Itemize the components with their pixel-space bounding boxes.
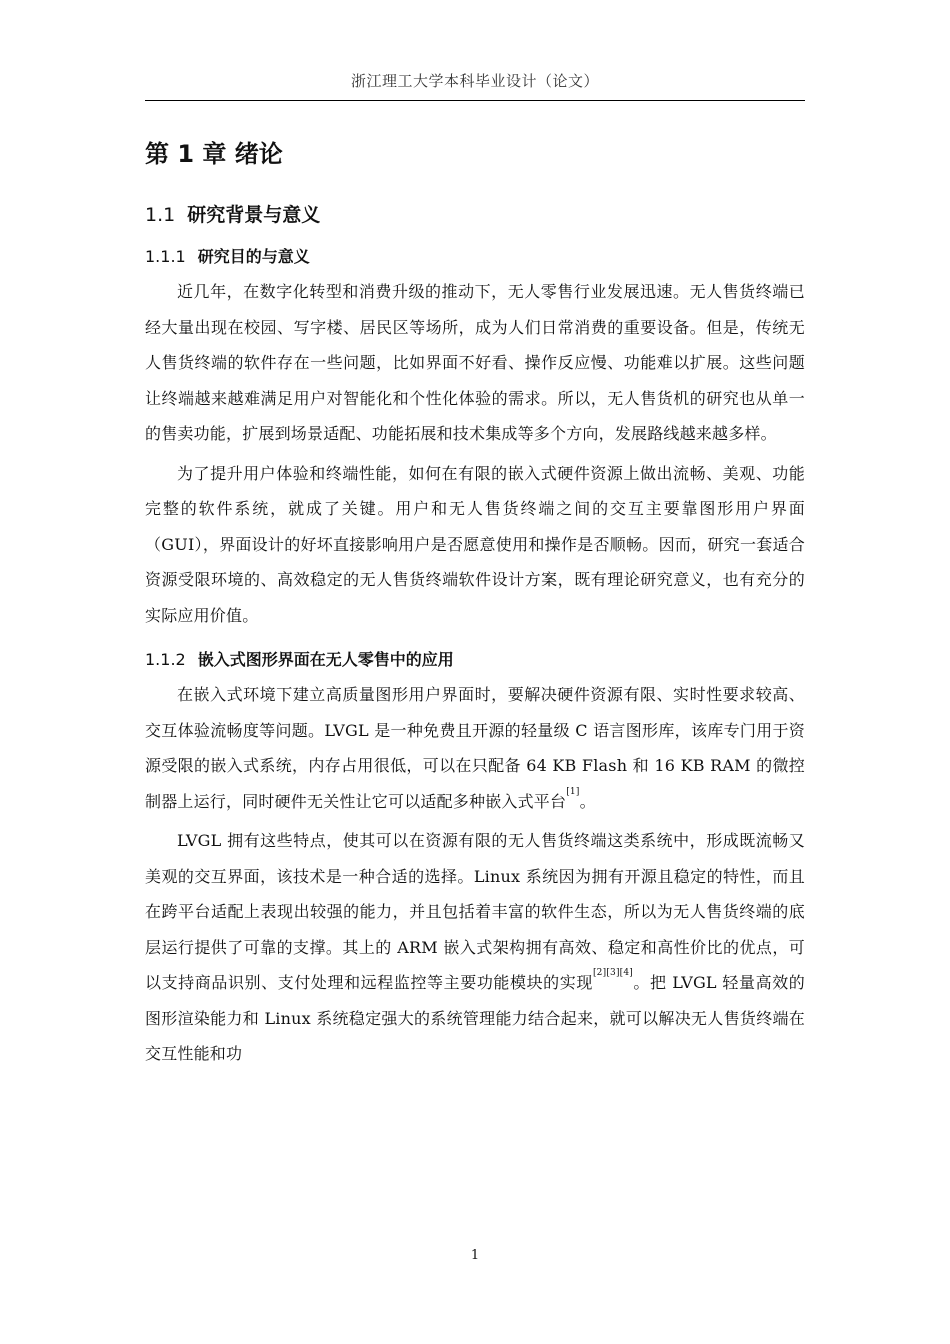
- citation-reference[interactable]: [1]: [566, 786, 580, 797]
- section-heading-1-1: [145, 200, 805, 230]
- page-body: [145, 132, 805, 1076]
- subsection-title: 研究目的与意义: [197, 247, 310, 266]
- subsection-heading-1-1-1: [145, 244, 805, 270]
- subsection-heading-1-1-2: [145, 647, 805, 673]
- subsection-title: 嵌入式图形界面在无人零售中的应用: [197, 650, 454, 669]
- section-title: 研究背景与意义: [187, 204, 321, 226]
- body-paragraph: 近几年，在数字化转型和消费升级的推动下，无人零售行业发展迅速。无人售货终端已经大量出现在校园、写字楼、居民区等场所，成为人们日常消费的重要设备。但是，传统无人售货终端的软件存在一些问题，比如界面不好看、操作反应慢、功能难以扩展。这些问题让终端越来越难满足用户对智能化和个性化体验的需求。所以，无人售货机的研究也从单一的售卖功能，扩展到场景适配、功能拓展和技术集成等多个方向，发展路线越来越多样。: [145, 282, 805, 443]
- paragraph-text-tail: 。: [579, 791, 596, 811]
- chapter-title: 第 1 章 绪论: [145, 140, 283, 168]
- running-header: 浙江理工大学本科毕业设计（论文）: [350, 72, 599, 90]
- paragraph-text-tail: 。把 LVGL 轻量高效的图形渲染能力和 Linux 系统稳定强大的系统管理能力结合起来，就可以解决无人售货终端在交互性能和功: [145, 973, 805, 1063]
- body-paragraph: 为了提升用户体验和终端性能，如何在有限的嵌入式硬件资源上做出流畅、美观、功能完整的软件系统，就成了关键。用户和无人售货终端之间的交互主要靠图形用户界面（GUI），界面设计的好坏直接影响用户是否愿意使用和操作是否顺畅。因而，研究一套适合资源受限环境的、高效稳定的无人售货终端软件设计方案，既有理论研究意义，也有充分的实际应用价值。: [145, 463, 805, 625]
- body-paragraph: [145, 823, 805, 1072]
- page-number: 1: [470, 1248, 480, 1263]
- section-number: 1.1: [145, 204, 176, 226]
- paragraph-text: 在嵌入式环境下建立高质量图形用户界面时，要解决硬件资源有限、实时性要求较高、交互体验流畅度等问题。LVGL 是一种免费且开源的轻量级 C 语言图形库，该库专门用于资源受限的嵌入式系统，内存占用很低，可以在只配备 64 KB Flash 和 16 KB RAM 的微控制器上运行，同时硬件无关性让它可以适配多种嵌入式平台: [145, 685, 805, 811]
- subsection-number: 1.1.1: [145, 247, 186, 266]
- paragraph-text: LVGL 拥有这些特点，使其可以在资源有限的无人售货终端这类系统中，形成既流畅又美观的交互界面，该技术是一种合适的选择。Linux 系统因为拥有开源且稳定的特性，而且在跨平台适配上表现出较强的能力，并且包括着丰富的软件生态，所以为无人售货终端的底层运行提供了可靠的支撑。其上的 ARM 嵌入式架构拥有高效、稳定和高性价比的优点，可以支持商品识别、支付处理和远程监控等主要功能模块的实现: [145, 831, 805, 992]
- subsection-number: 1.1.2: [145, 650, 186, 669]
- body-paragraph: [145, 677, 805, 819]
- header-rule: [145, 100, 805, 101]
- citation-reference[interactable]: [2][3][4]: [592, 968, 634, 978]
